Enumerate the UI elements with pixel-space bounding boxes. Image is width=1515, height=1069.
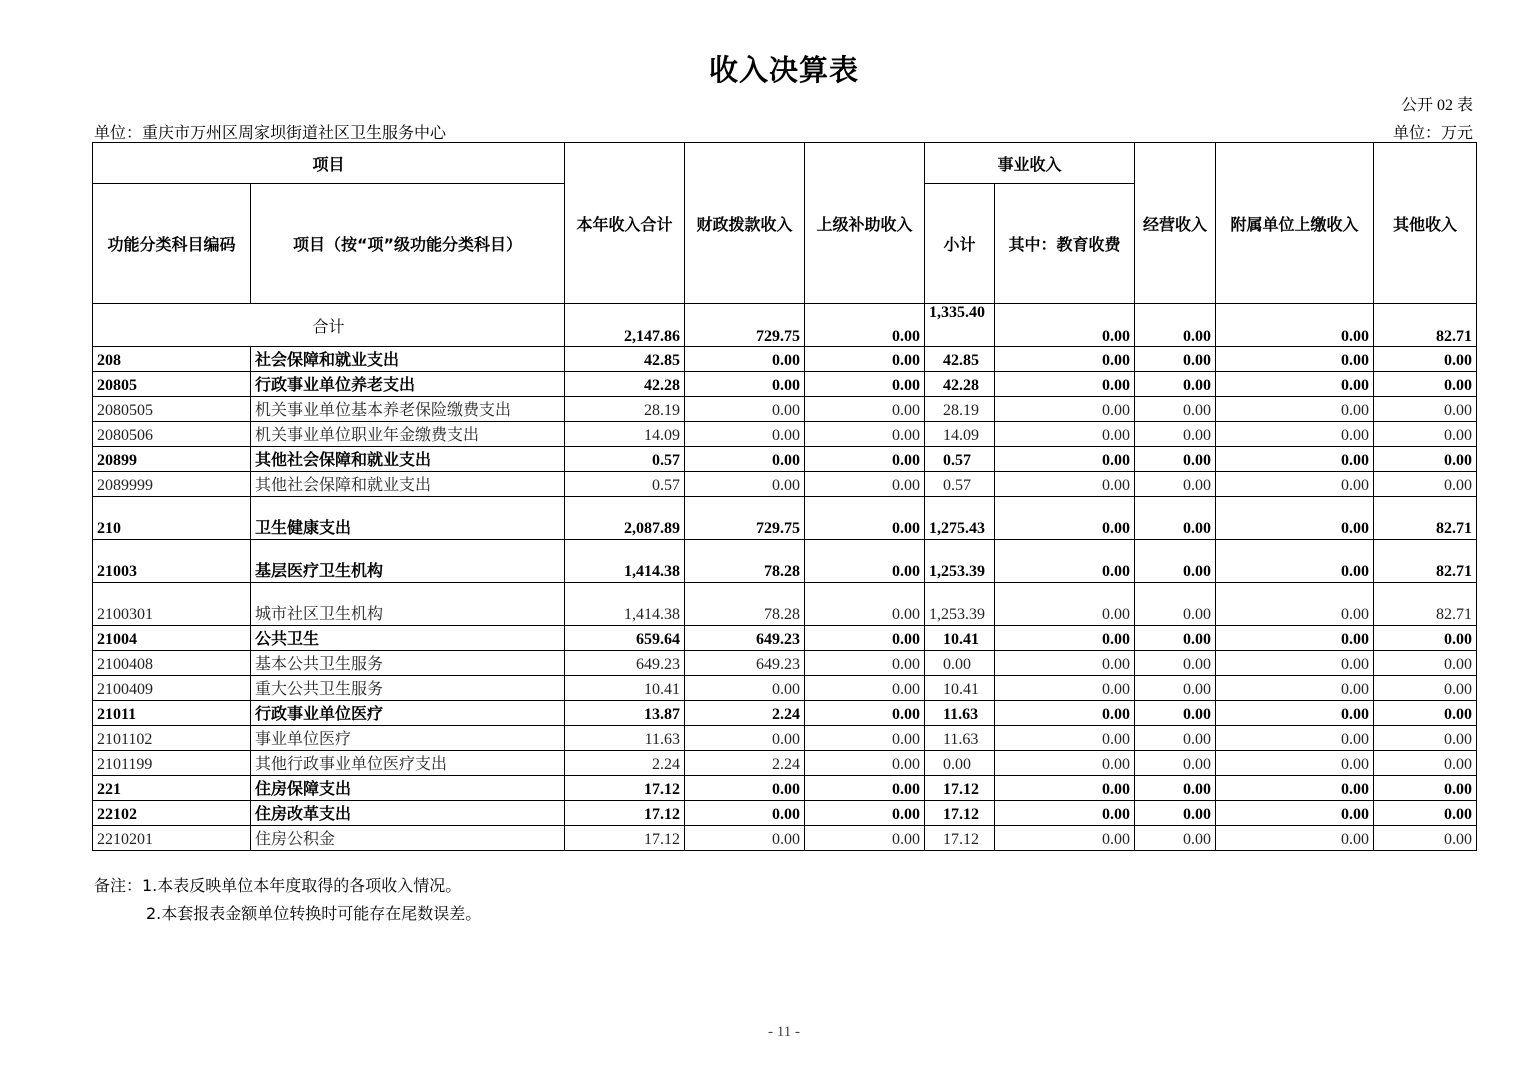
total-cell-education: 0.00 [995,304,1135,347]
row-name: 行政事业单位养老支出 [251,372,565,397]
row-cell-fiscal: 0.00 [685,422,805,447]
row-cell-education: 0.00 [995,826,1135,851]
row-cell-total: 13.87 [565,701,685,726]
row-name: 事业单位医疗 [251,726,565,751]
row-cell-fiscal: 0.00 [685,776,805,801]
row-cell-operating: 0.00 [1135,472,1216,497]
row-cell-superior: 0.00 [805,626,925,651]
row-cell-fiscal: 729.75 [685,497,805,540]
table-row [93,726,1477,751]
row-cell-superior: 0.00 [805,347,925,372]
table-row [93,826,1477,851]
row-cell-affiliated: 0.00 [1216,540,1374,583]
row-cell-affiliated: 0.00 [1216,651,1374,676]
row-cell-fiscal: 78.28 [685,583,805,626]
row-name: 基层医疗卫生机构 [251,540,565,583]
header-operating: 经营收入 [1135,143,1216,304]
table-row [93,801,1477,826]
row-cell-affiliated: 0.00 [1216,826,1374,851]
row-cell-subtotal: 0.57 [925,447,995,472]
row-code: 2080506 [93,422,251,447]
row-name: 住房保障支出 [251,776,565,801]
header-business: 事业收入 [925,143,1135,184]
row-cell-operating: 0.00 [1135,726,1216,751]
row-cell-superior: 0.00 [805,540,925,583]
row-name: 城市社区卫生机构 [251,583,565,626]
row-cell-total: 42.28 [565,372,685,397]
currency-unit: 单位：万元 [1392,125,1473,142]
header-item: 项目 [93,143,565,184]
row-name: 其他社会保障和就业支出 [251,447,565,472]
row-cell-total: 11.63 [565,726,685,751]
reporting-unit: 单位：重庆市万州区周家坝街道社区卫生服务中心 [94,125,447,142]
row-cell-total: 17.12 [565,776,685,801]
row-cell-operating: 0.00 [1135,801,1216,826]
row-cell-superior: 0.00 [805,372,925,397]
row-cell-superior: 0.00 [805,397,925,422]
row-cell-education: 0.00 [995,676,1135,701]
row-cell-affiliated: 0.00 [1216,626,1374,651]
row-code: 221 [93,776,251,801]
row-cell-operating: 0.00 [1135,651,1216,676]
row-cell-affiliated: 0.00 [1216,701,1374,726]
row-cell-affiliated: 0.00 [1216,397,1374,422]
total-cell-subtotal: 1,335.40 [925,304,995,347]
row-cell-subtotal: 17.12 [925,826,995,851]
row-name: 重大公共卫生服务 [251,676,565,701]
row-name: 其他社会保障和就业支出 [251,472,565,497]
row-cell-education: 0.00 [995,540,1135,583]
row-cell-operating: 0.00 [1135,826,1216,851]
row-cell-subtotal: 1,275.43 [925,497,995,540]
row-cell-total: 42.85 [565,347,685,372]
row-cell-subtotal: 42.28 [925,372,995,397]
row-cell-subtotal: 10.41 [925,626,995,651]
row-cell-operating: 0.00 [1135,776,1216,801]
row-code: 2089999 [93,472,251,497]
row-name: 行政事业单位医疗 [251,701,565,726]
row-code: 21004 [93,626,251,651]
row-cell-superior: 0.00 [805,651,925,676]
row-cell-affiliated: 0.00 [1216,372,1374,397]
total-cell-fiscal: 729.75 [685,304,805,347]
row-cell-operating: 0.00 [1135,626,1216,651]
row-cell-other: 0.00 [1374,776,1477,801]
row-cell-other: 82.71 [1374,540,1477,583]
row-cell-education: 0.00 [995,583,1135,626]
form-number: 公开 02 表 [1400,97,1473,114]
row-cell-fiscal: 0.00 [685,801,805,826]
header-other: 其他收入 [1374,143,1477,304]
row-cell-superior: 0.00 [805,826,925,851]
row-cell-total: 1,414.38 [565,583,685,626]
row-cell-superior: 0.00 [805,676,925,701]
row-cell-other: 0.00 [1374,726,1477,751]
row-cell-other: 0.00 [1374,826,1477,851]
row-cell-superior: 0.00 [805,583,925,626]
table-row [93,447,1477,472]
row-cell-fiscal: 0.00 [685,826,805,851]
row-code: 208 [93,347,251,372]
row-cell-operating: 0.00 [1135,540,1216,583]
page-number: - 11 - [768,1024,800,1040]
header-subtotal: 小计 [925,184,995,304]
row-cell-total: 0.57 [565,447,685,472]
row-cell-other: 0.00 [1374,701,1477,726]
table-row [93,372,1477,397]
row-cell-total: 0.57 [565,472,685,497]
row-name: 公共卫生 [251,626,565,651]
row-cell-subtotal: 14.09 [925,422,995,447]
row-cell-affiliated: 0.00 [1216,472,1374,497]
row-code: 20899 [93,447,251,472]
notes [94,872,481,928]
page-title: 收入决算表 [708,53,859,87]
header-name: 项目（按“项”级功能分类科目） [251,184,565,304]
row-cell-education: 0.00 [995,751,1135,776]
row-cell-affiliated: 0.00 [1216,422,1374,447]
row-cell-education: 0.00 [995,372,1135,397]
row-cell-affiliated: 0.00 [1216,347,1374,372]
row-cell-superior: 0.00 [805,497,925,540]
row-cell-subtotal: 11.63 [925,701,995,726]
row-cell-operating: 0.00 [1135,583,1216,626]
header-code: 功能分类科目编码 [93,184,251,304]
row-code: 2101199 [93,751,251,776]
row-cell-other: 0.00 [1374,372,1477,397]
row-cell-total: 14.09 [565,422,685,447]
row-cell-fiscal: 2.24 [685,751,805,776]
row-name: 机关事业单位基本养老保险缴费支出 [251,397,565,422]
row-name: 住房公积金 [251,826,565,851]
row-cell-superior: 0.00 [805,801,925,826]
row-cell-education: 0.00 [995,801,1135,826]
row-cell-total: 649.23 [565,651,685,676]
row-cell-subtotal: 1,253.39 [925,583,995,626]
table-row [93,422,1477,447]
row-cell-fiscal: 0.00 [685,397,805,422]
row-cell-subtotal: 42.85 [925,347,995,372]
row-cell-education: 0.00 [995,651,1135,676]
table-row [93,676,1477,701]
row-cell-superior: 0.00 [805,447,925,472]
row-cell-affiliated: 0.00 [1216,447,1374,472]
row-cell-education: 0.00 [995,347,1135,372]
row-cell-education: 0.00 [995,472,1135,497]
row-cell-subtotal: 17.12 [925,776,995,801]
row-cell-fiscal: 649.23 [685,651,805,676]
row-name: 社会保障和就业支出 [251,347,565,372]
row-cell-affiliated: 0.00 [1216,776,1374,801]
table-row [93,347,1477,372]
row-cell-other: 0.00 [1374,751,1477,776]
row-cell-subtotal: 28.19 [925,397,995,422]
row-cell-operating: 0.00 [1135,447,1216,472]
row-cell-education: 0.00 [995,776,1135,801]
header-affiliated: 附属单位上缴收入 [1216,143,1374,304]
row-cell-fiscal: 0.00 [685,347,805,372]
row-cell-education: 0.00 [995,726,1135,751]
row-code: 2100409 [93,676,251,701]
row-cell-other: 0.00 [1374,347,1477,372]
row-cell-total: 1,414.38 [565,540,685,583]
row-code: 2101102 [93,726,251,751]
row-cell-fiscal: 0.00 [685,472,805,497]
row-cell-total: 2.24 [565,751,685,776]
row-cell-other: 0.00 [1374,447,1477,472]
row-cell-total: 10.41 [565,676,685,701]
table-row [93,751,1477,776]
row-cell-affiliated: 0.00 [1216,583,1374,626]
row-cell-other: 0.00 [1374,651,1477,676]
row-cell-operating: 0.00 [1135,397,1216,422]
total-cell-affiliated: 0.00 [1216,304,1374,347]
row-cell-education: 0.00 [995,497,1135,540]
row-cell-total: 2,087.89 [565,497,685,540]
table-row [93,540,1477,583]
row-cell-subtotal: 17.12 [925,801,995,826]
row-cell-operating: 0.00 [1135,347,1216,372]
income-table [92,142,1477,851]
row-cell-total: 28.19 [565,397,685,422]
row-cell-education: 0.00 [995,422,1135,447]
total-cell-other: 82.71 [1374,304,1477,347]
row-cell-subtotal: 10.41 [925,676,995,701]
row-cell-total: 17.12 [565,801,685,826]
total-cell-operating: 0.00 [1135,304,1216,347]
row-cell-fiscal: 0.00 [685,447,805,472]
row-name: 机关事业单位职业年金缴费支出 [251,422,565,447]
table-row [93,626,1477,651]
row-cell-subtotal: 0.57 [925,472,995,497]
row-code: 22102 [93,801,251,826]
row-cell-affiliated: 0.00 [1216,726,1374,751]
row-name: 基本公共卫生服务 [251,651,565,676]
row-cell-other: 82.71 [1374,583,1477,626]
note-1: 备注：1.本表反映单位本年度取得的各项收入情况。 [94,876,462,895]
row-cell-other: 82.71 [1374,497,1477,540]
row-cell-operating: 0.00 [1135,701,1216,726]
row-code: 2100408 [93,651,251,676]
header-total: 本年收入合计 [565,143,685,304]
row-cell-other: 0.00 [1374,676,1477,701]
row-cell-total: 659.64 [565,626,685,651]
row-code: 2210201 [93,826,251,851]
row-cell-superior: 0.00 [805,776,925,801]
row-cell-education: 0.00 [995,397,1135,422]
header-superior: 上级补助收入 [805,143,925,304]
header-education: 其中：教育收费 [995,184,1135,304]
row-cell-subtotal: 1,253.39 [925,540,995,583]
row-code: 2100301 [93,583,251,626]
row-cell-superior: 0.00 [805,751,925,776]
table-row [93,497,1477,540]
row-name: 住房改革支出 [251,801,565,826]
row-cell-affiliated: 0.00 [1216,751,1374,776]
row-code: 21011 [93,701,251,726]
row-cell-superior: 0.00 [805,726,925,751]
row-cell-other: 0.00 [1374,472,1477,497]
row-cell-affiliated: 0.00 [1216,497,1374,540]
table-row [93,583,1477,626]
row-cell-fiscal: 2.24 [685,701,805,726]
row-cell-other: 0.00 [1374,626,1477,651]
total-label: 合计 [93,304,565,347]
row-cell-fiscal: 0.00 [685,372,805,397]
row-code: 20805 [93,372,251,397]
row-name: 卫生健康支出 [251,497,565,540]
table-row [93,397,1477,422]
row-cell-affiliated: 0.00 [1216,801,1374,826]
row-cell-subtotal: 0.00 [925,651,995,676]
row-code: 210 [93,497,251,540]
table-row [93,651,1477,676]
note-2: 2.本套报表金额单位转换时可能存在尾数误差。 [146,904,482,923]
total-cell-superior: 0.00 [805,304,925,347]
row-cell-fiscal: 0.00 [685,676,805,701]
row-cell-other: 0.00 [1374,397,1477,422]
table-row [93,776,1477,801]
header-fiscal: 财政拨款收入 [685,143,805,304]
row-cell-fiscal: 78.28 [685,540,805,583]
row-cell-operating: 0.00 [1135,422,1216,447]
total-cell-total: 2,147.86 [565,304,685,347]
row-cell-education: 0.00 [995,701,1135,726]
row-cell-subtotal: 0.00 [925,751,995,776]
row-cell-subtotal: 11.63 [925,726,995,751]
row-cell-education: 0.00 [995,626,1135,651]
row-cell-fiscal: 649.23 [685,626,805,651]
row-cell-affiliated: 0.00 [1216,676,1374,701]
row-cell-fiscal: 0.00 [685,726,805,751]
row-code: 21003 [93,540,251,583]
row-cell-operating: 0.00 [1135,497,1216,540]
row-cell-operating: 0.00 [1135,372,1216,397]
row-cell-superior: 0.00 [805,422,925,447]
row-cell-education: 0.00 [995,447,1135,472]
row-cell-operating: 0.00 [1135,676,1216,701]
row-code: 2080505 [93,397,251,422]
row-cell-other: 0.00 [1374,422,1477,447]
row-cell-other: 0.00 [1374,801,1477,826]
table-row [93,701,1477,726]
table-row [93,472,1477,497]
row-name: 其他行政事业单位医疗支出 [251,751,565,776]
row-cell-superior: 0.00 [805,701,925,726]
row-cell-total: 17.12 [565,826,685,851]
total-row [93,304,1477,347]
row-cell-superior: 0.00 [805,472,925,497]
row-cell-operating: 0.00 [1135,751,1216,776]
